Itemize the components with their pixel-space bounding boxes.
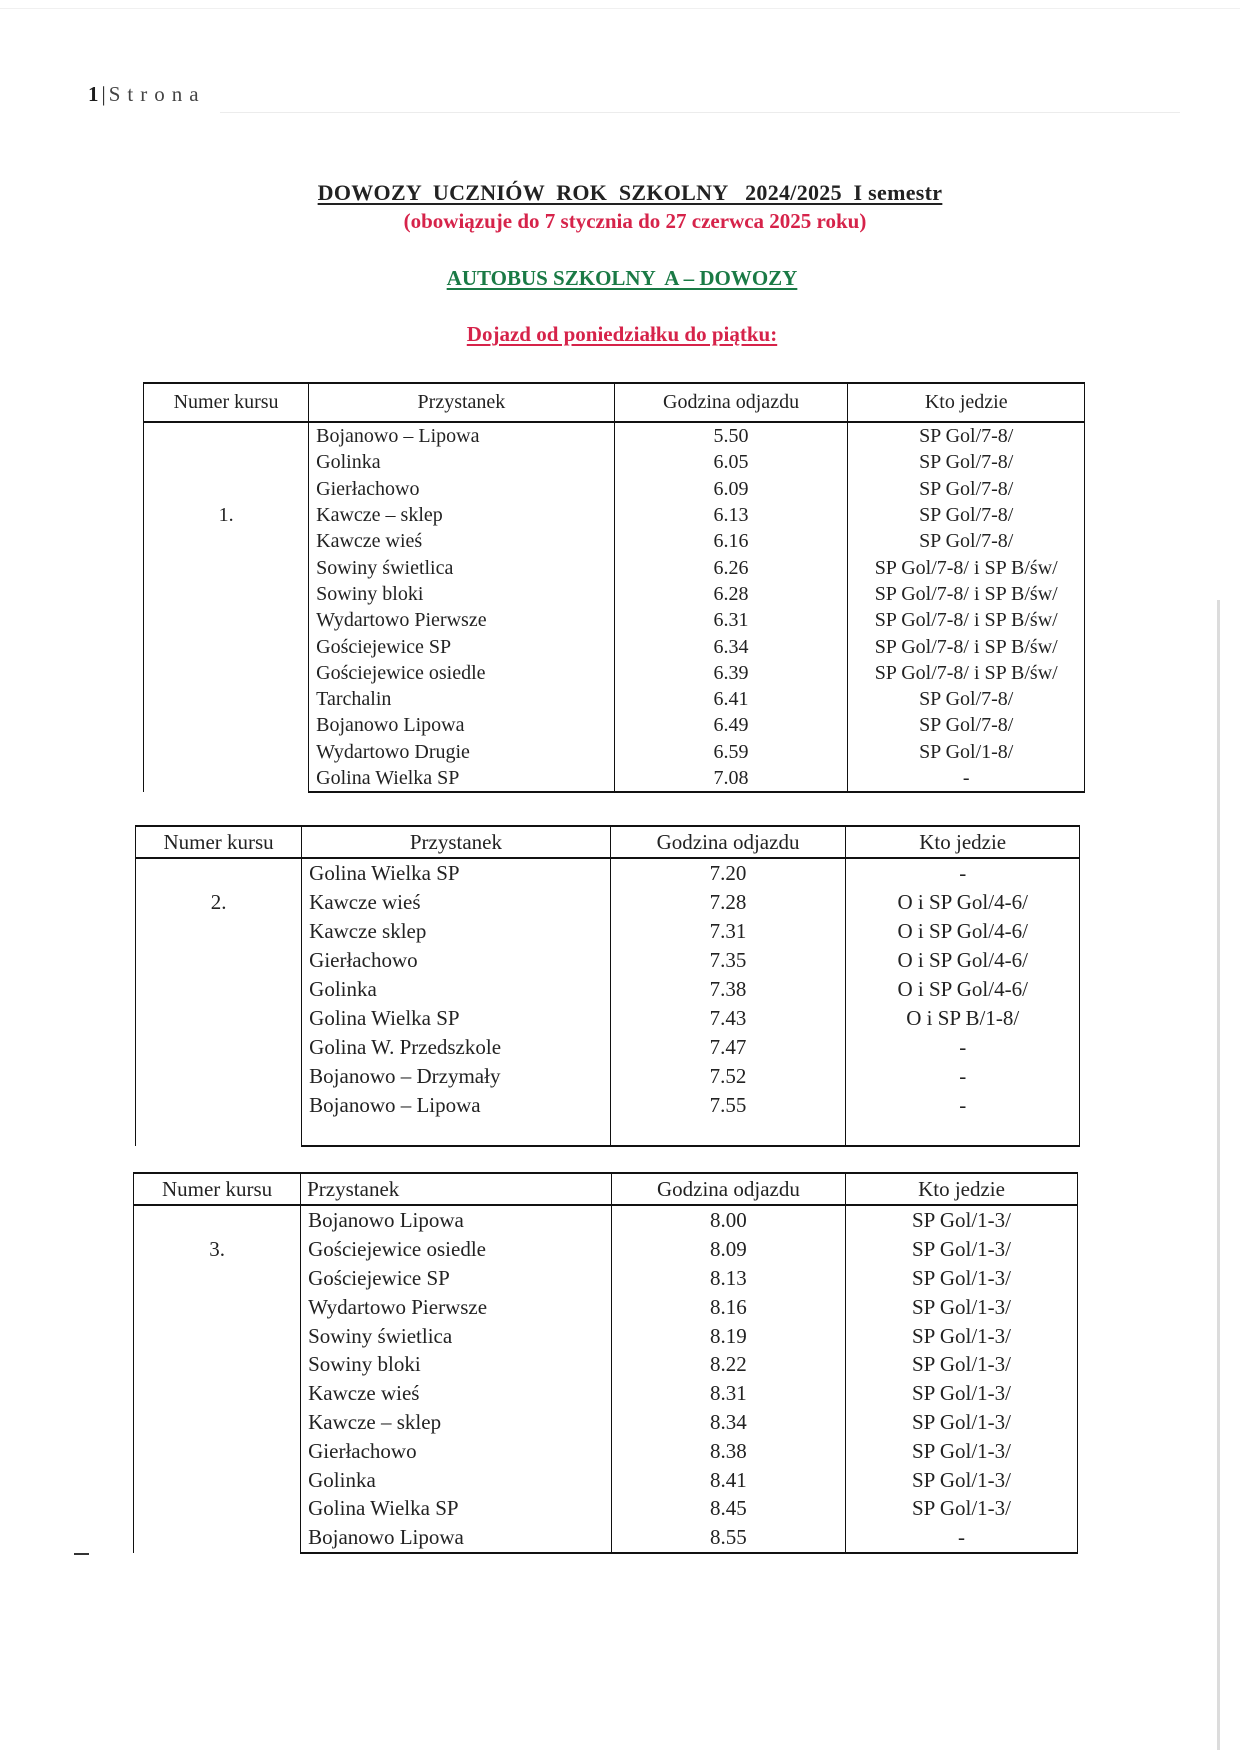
col-header-departure: Godzina odjazdu xyxy=(614,383,848,422)
departure-time: 6.39 xyxy=(614,660,848,686)
riders: SP Gol/1-3/ xyxy=(846,1235,1078,1264)
stop-name: Kawcze – sklep xyxy=(301,1408,612,1437)
stop-name: Gościejewice osiedle xyxy=(301,1235,612,1264)
document-title xyxy=(0,180,1240,206)
table-row xyxy=(144,422,1085,449)
riders: SP Gol/1-3/ xyxy=(846,1264,1078,1293)
stop-name: Wydartowo Drugie xyxy=(309,739,615,765)
departure-time: 6.34 xyxy=(614,633,848,659)
riders: - xyxy=(846,1091,1080,1120)
riders: SP Gol/1-3/ xyxy=(846,1321,1078,1350)
stop-name: Golinka xyxy=(309,449,615,475)
stop-name: Sowiny świetlica xyxy=(309,554,615,580)
stop-name: Kawcze wieś xyxy=(309,528,615,554)
stop-name: Gościejewice SP xyxy=(309,633,615,659)
departure-time: 7.55 xyxy=(610,1091,846,1120)
departure-time: 6.59 xyxy=(614,739,848,765)
riders: - xyxy=(846,1523,1078,1553)
departure-time: 6.13 xyxy=(614,502,848,528)
riders: O i SP Gol/4-6/ xyxy=(846,946,1080,975)
riders: SP Gol/7-8/ i SP B/św/ xyxy=(848,554,1085,580)
scan-edge-right xyxy=(1217,600,1220,1750)
riders: O i SP Gol/4-6/ xyxy=(846,917,1080,946)
table-row xyxy=(136,858,1080,888)
route-table-1 xyxy=(143,382,1085,793)
riders: SP Gol/7-8/ i SP B/św/ xyxy=(848,581,1085,607)
col-header-departure: Godzina odjazdu xyxy=(611,1173,845,1205)
route-number-cell xyxy=(136,858,302,1146)
col-header-riders: Kto jedzie xyxy=(848,383,1085,422)
col-header-route-number: Numer kursu xyxy=(144,383,309,422)
stop-name: Kawcze wieś xyxy=(302,888,611,917)
departure-time: 7.52 xyxy=(610,1062,846,1091)
riders: SP Gol/7-8/ i SP B/św/ xyxy=(848,660,1085,686)
empty-cell xyxy=(302,1120,611,1146)
col-header-stop: Przystanek xyxy=(302,826,611,858)
departure-time: 6.31 xyxy=(614,607,848,633)
riders: SP Gol/7-8/ xyxy=(848,528,1085,554)
riders: SP Gol/7-8/ i SP B/św/ xyxy=(848,607,1085,633)
riders: SP Gol/7-8/ xyxy=(848,712,1085,738)
stop-name: Gierłachowo xyxy=(301,1436,612,1465)
days-heading: Dojazd od poniedziałku do piątku: xyxy=(466,322,778,346)
col-header-stop: Przystanek xyxy=(309,383,615,422)
departure-time: 7.43 xyxy=(610,1004,846,1033)
scan-edge-top xyxy=(0,8,1240,9)
riders: O i SP B/1-8/ xyxy=(846,1004,1080,1033)
stop-name: Bojanowo Lipowa xyxy=(309,712,615,738)
empty-cell xyxy=(846,1120,1080,1146)
route-number-cell xyxy=(144,422,309,792)
riders: O i SP Gol/4-6/ xyxy=(846,975,1080,1004)
route-number: 1. xyxy=(218,504,234,526)
departure-time: 7.28 xyxy=(610,888,846,917)
table-header-row xyxy=(144,383,1085,422)
riders: SP Gol/1-3/ xyxy=(846,1436,1078,1465)
riders: SP Gol/7-8/ xyxy=(848,502,1085,528)
stop-name: Bojanowo Lipowa xyxy=(301,1523,612,1553)
riders: SP Gol/1-3/ xyxy=(846,1292,1078,1321)
riders: SP Gol/7-8/ i SP B/św/ xyxy=(848,633,1085,659)
departure-time: 7.38 xyxy=(610,975,846,1004)
departure-time: 6.28 xyxy=(614,581,848,607)
departure-time: 8.13 xyxy=(611,1264,845,1293)
departure-time: 5.50 xyxy=(614,422,848,449)
stop-name: Sowiny bloki xyxy=(309,581,615,607)
riders: SP Gol/1-3/ xyxy=(846,1205,1078,1235)
departure-time: 8.38 xyxy=(611,1436,845,1465)
riders: - xyxy=(846,858,1080,888)
route-table-body xyxy=(134,1205,1078,1553)
stop-name: Sowiny świetlica xyxy=(301,1321,612,1350)
route-table-body xyxy=(136,858,1080,1146)
document-title-text: DOWOZY UCZNIÓW ROK SZKOLNY 2024/2025 I semestr xyxy=(317,180,943,205)
departure-time: 6.49 xyxy=(614,712,848,738)
col-header-route-number: Numer kursu xyxy=(136,826,302,858)
departure-time: 7.35 xyxy=(610,946,846,975)
page-label: Strona xyxy=(108,82,206,106)
stop-name: Bojanowo – Lipowa xyxy=(302,1091,611,1120)
riders: SP Gol/1-3/ xyxy=(846,1494,1078,1523)
departure-time: 7.08 xyxy=(614,765,848,792)
stop-name: Kawcze wieś xyxy=(301,1379,612,1408)
col-header-stop: Przystanek xyxy=(301,1173,612,1205)
riders: SP Gol/1-3/ xyxy=(846,1350,1078,1379)
departure-time: 8.34 xyxy=(611,1408,845,1437)
departure-time: 8.41 xyxy=(611,1465,845,1494)
departure-time: 8.31 xyxy=(611,1379,845,1408)
col-header-riders: Kto jedzie xyxy=(846,1173,1078,1205)
departure-time: 8.22 xyxy=(611,1350,845,1379)
departure-time: 7.20 xyxy=(610,858,846,888)
col-header-riders: Kto jedzie xyxy=(846,826,1080,858)
riders: SP Gol/7-8/ xyxy=(848,686,1085,712)
bus-heading xyxy=(0,266,1240,291)
riders: SP Gol/1-3/ xyxy=(846,1408,1078,1437)
departure-time: 8.45 xyxy=(611,1494,845,1523)
departure-time: 8.00 xyxy=(611,1205,845,1235)
validity-note: (obowiązuje do 7 stycznia do 27 czerwca 2025 roku) xyxy=(403,209,867,233)
riders: SP Gol/1-3/ xyxy=(846,1465,1078,1494)
stop-name: Wydartowo Pierwsze xyxy=(301,1292,612,1321)
stop-name: Kawcze – sklep xyxy=(309,502,615,528)
departure-time: 8.19 xyxy=(611,1321,845,1350)
riders: SP Gol/7-8/ xyxy=(848,476,1085,502)
stop-name: Bojanowo – Drzymały xyxy=(302,1062,611,1091)
departure-time: 6.09 xyxy=(614,476,848,502)
riders: SP Gol/7-8/ xyxy=(848,449,1085,475)
stray-dash-mark xyxy=(74,1553,89,1555)
stop-name: Wydartowo Pierwsze xyxy=(309,607,615,633)
col-header-route-number: Numer kursu xyxy=(134,1173,301,1205)
table-header-row xyxy=(134,1173,1078,1205)
stop-name: Gościejewice SP xyxy=(301,1264,612,1293)
stop-name: Bojanowo – Lipowa xyxy=(309,422,615,449)
route-table-body xyxy=(144,422,1085,792)
route-number-cell xyxy=(134,1205,301,1553)
riders: SP Gol/1-8/ xyxy=(848,739,1085,765)
stop-name: Golinka xyxy=(302,975,611,1004)
riders: SP Gol/7-8/ xyxy=(848,422,1085,449)
departure-time: 8.09 xyxy=(611,1235,845,1264)
page-header xyxy=(88,82,206,107)
route-number: 3. xyxy=(209,1237,225,1261)
departure-time: 8.55 xyxy=(611,1523,845,1553)
route-table-2 xyxy=(135,825,1080,1147)
stop-name: Bojanowo Lipowa xyxy=(301,1205,612,1235)
stop-name: Gierłachowo xyxy=(309,476,615,502)
riders: SP Gol/1-3/ xyxy=(846,1379,1078,1408)
departure-time: 7.31 xyxy=(610,917,846,946)
table-row xyxy=(134,1205,1078,1235)
riders: - xyxy=(848,765,1085,792)
page-number: 1 xyxy=(88,82,99,106)
route-table-3 xyxy=(133,1172,1078,1554)
departure-time: 8.16 xyxy=(611,1292,845,1321)
bus-heading-text: AUTOBUS SZKOLNY A – DOWOZY xyxy=(446,266,798,290)
riders: - xyxy=(846,1033,1080,1062)
departure-time: 6.05 xyxy=(614,449,848,475)
stop-name: Golina Wielka SP xyxy=(302,1004,611,1033)
stop-name: Sowiny bloki xyxy=(301,1350,612,1379)
stop-name: Golina W. Przedszkole xyxy=(302,1033,611,1062)
header-rule xyxy=(220,112,1180,113)
departure-time: 7.47 xyxy=(610,1033,846,1062)
departure-time: 6.41 xyxy=(614,686,848,712)
route-number: 2. xyxy=(210,890,227,914)
page-header-separator: | xyxy=(101,82,106,106)
stop-name: Gierłachowo xyxy=(302,946,611,975)
departure-time: 6.26 xyxy=(614,554,848,580)
table-header-row xyxy=(136,826,1080,858)
riders: - xyxy=(846,1062,1080,1091)
departure-time: 6.16 xyxy=(614,528,848,554)
stop-name: Golinka xyxy=(301,1465,612,1494)
stop-name: Golina Wielka SP xyxy=(301,1494,612,1523)
col-header-departure: Godzina odjazdu xyxy=(610,826,846,858)
stop-name: Tarchalin xyxy=(309,686,615,712)
empty-cell xyxy=(610,1120,846,1146)
stop-name: Golina Wielka SP xyxy=(309,765,615,792)
stop-name: Kawcze sklep xyxy=(302,917,611,946)
stop-name: Gościejewice osiedle xyxy=(309,660,615,686)
riders: O i SP Gol/4-6/ xyxy=(846,888,1080,917)
stop-name: Golina Wielka SP xyxy=(302,858,611,888)
